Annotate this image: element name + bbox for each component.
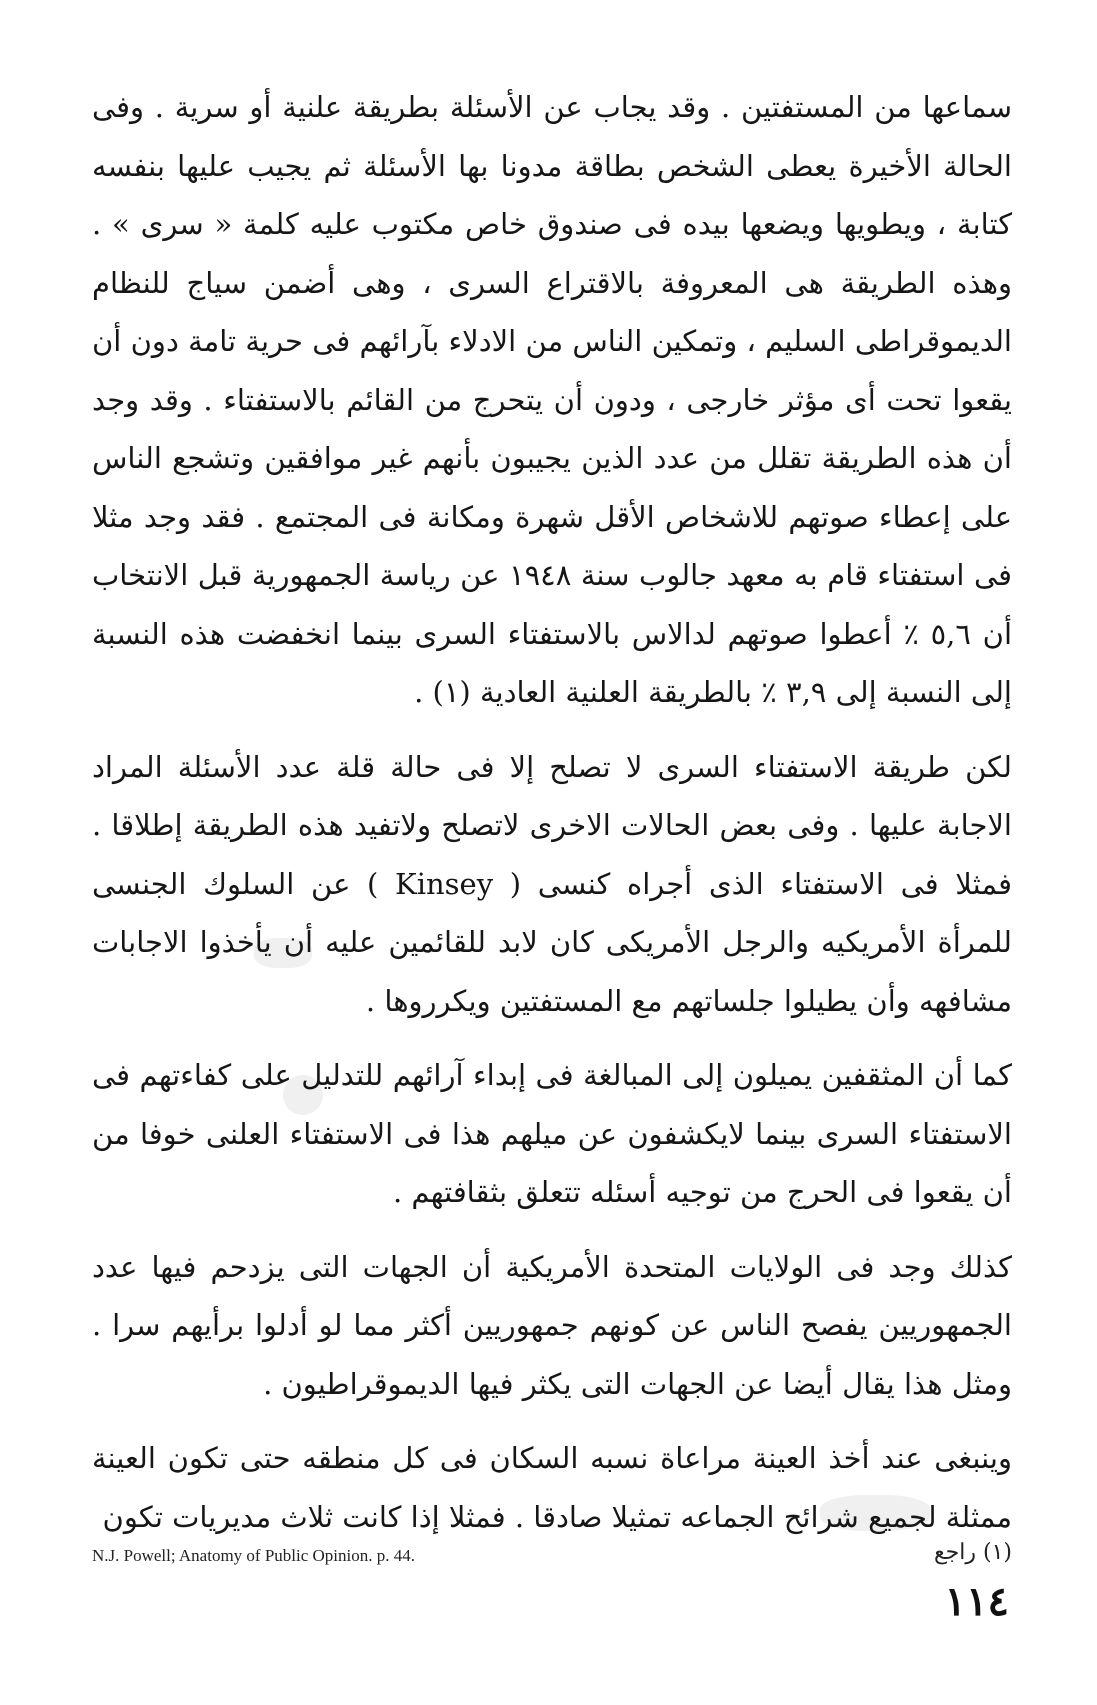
paragraph-secret-ballot: سماعها من المستفتين . وقد يجاب عن الأسئلة بطريقة علنية أو سرية . وفى الحالة الأخيرة يعطى الشخص بطاقة مدونا بها الأسئلة ثم يجيب عليها بنفسه كتابة ، ويطويها ويضعها بيده فى صندوق خاص مكتوب عليه كلمة « سرى » . وهذه الطريقة هى المعروفة بالاقتراع السرى ، وهى أضمن سياج للنظام الديموقراطى السليم ، وتمكين الناس من الادلاء بآرائهم فى حرية تامة دون أن يقعوا تحت أى مؤثر خارجى ، ودون أن يتحرج من القائم بالاستفتاء . وقد وجد أن هذه الطريقة تقلل من عدد الذين يجيبون بأنهم غير موافقين وتشجع الناس على إعطاء صوتهم للاشخاص الأقل شهرة ومكانة فى المجتمع . فقد وجد مثلا فى استفتاء قام به معهد جالوب سنة ١٩٤٨ عن رياسة الجمهورية قبل الانتخاب أن ٥,٦ ٪ أعطوا صوتهم لدالاس بالاستفتاء السرى بينما انخفضت هذه النسبة إلى النسبة إلى ٣,٩ ٪ بالطريقة العلنية العادية (١) . <box>92 90 1012 709</box>
footnote-label: (١) راجع <box>933 1540 1012 1565</box>
paragraph-educated-respondents: كما أن المثقفين يميلون إلى المبالغة فى إبداء آرائهم للتدليل على كفاءتهم فى الاستفتاء السرى بينما لايكشفون عن ميلهم هذا فى الاستفتاء العلنى خوفا من أن يقعوا فى الحرج من توجيه أسئله تتعلق بثقافتهم . <box>92 1058 1012 1209</box>
page-number: ١١٤ <box>944 1578 1009 1625</box>
footnote <box>92 1540 1012 1580</box>
paragraph-limitations: لكن طريقة الاستفتاء السرى لا تصلح إلا فى حالة قلة عدد الأسئلة المراد الاجابة عليها . وفى بعض الحالات الاخرى لاتصلح ولاتفيد هذه الطريقة إطلاقا . فمثلا فى الاستفتاء الذى أجراه كنسى ( Kinsey ) عن السلوك الجنسى للمرأة الأمريكيه والرجل الأمريكى كان لابد للقائمين عليه أن يأخذوا الاجابات مشافهه وأن يطيلوا جلساتهم مع المستفتين ويكرروها . <box>92 749 1012 1018</box>
paragraph-republicans: كذلك وجد فى الولايات المتحدة الأمريكية أن الجهات التى يزدحم فيها عدد الجمهوريين يفصح الناس عن كونهم جمهوريين أكثر مما لو أدلوا برأيهم سرا . ومثل هذا يقال أيضا عن الجهات التى يكثر فيها الديموقراطيون . <box>92 1249 1012 1401</box>
paragraph-sampling: وينبغى عند أخذ العينة مراعاة نسبه السكان فى كل منطقه حتى تكون العينة ممثلة لجميع شرائح الجماعه تمثيلا صادقا . فمثلا إذا كانت ثلاث مديريات تكون <box>92 1441 1012 1534</box>
footnote-reference: N.J. Powell; Anatomy of Public Opinion. p. 44. <box>92 1546 415 1565</box>
body-text <box>92 78 1012 1562</box>
